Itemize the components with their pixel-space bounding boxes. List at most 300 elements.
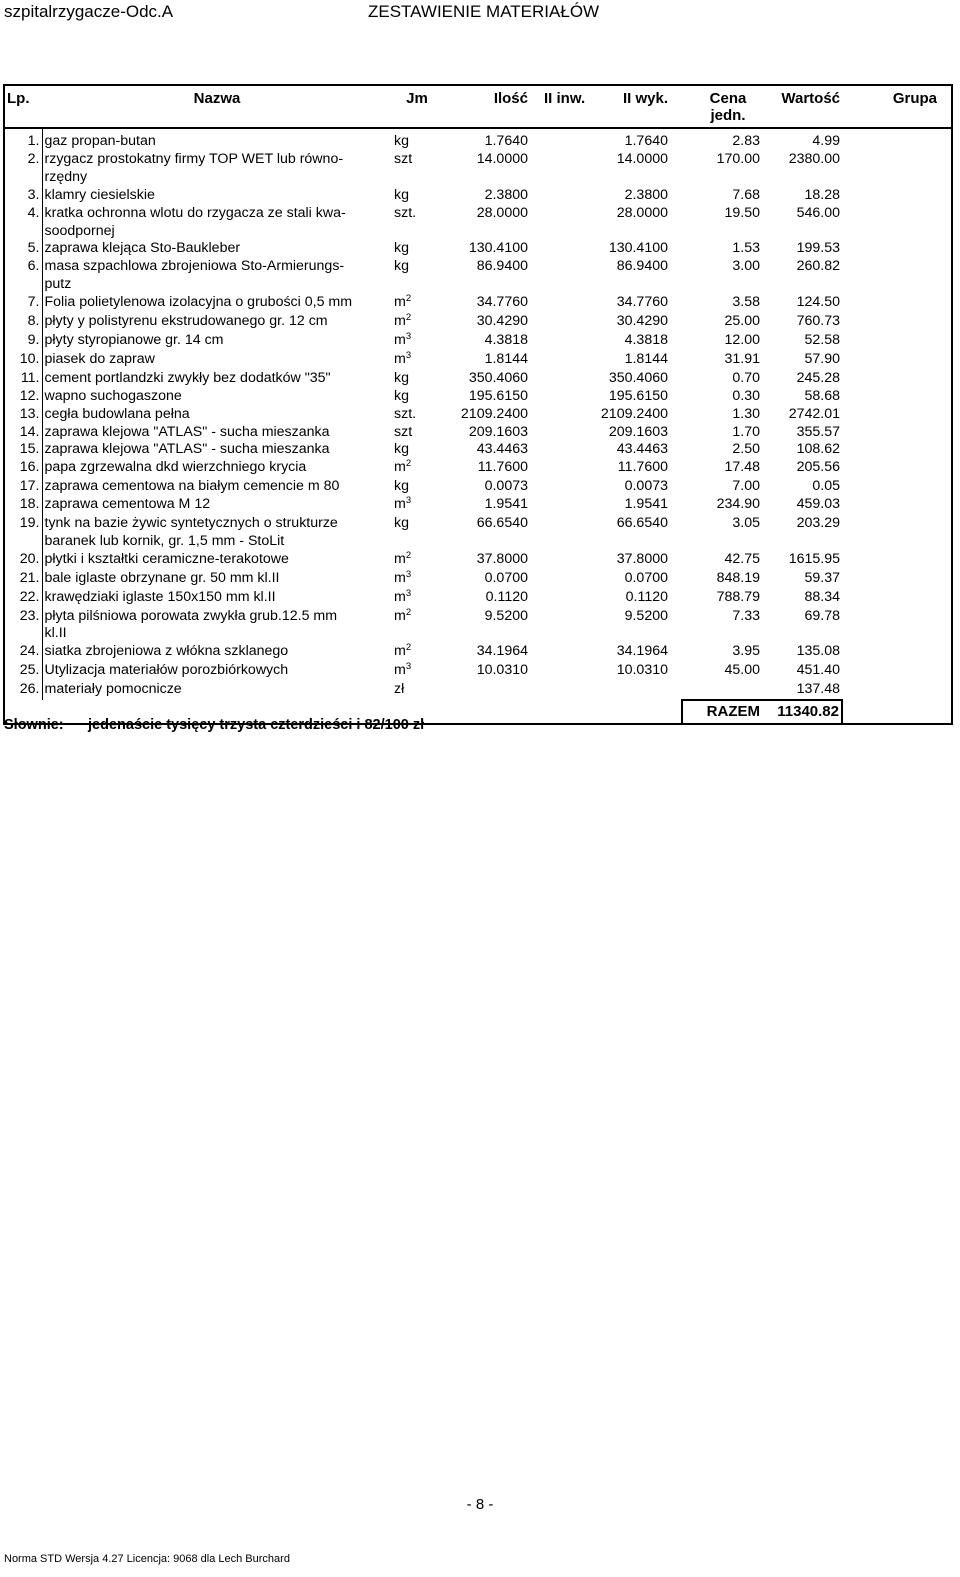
row-value: 137.48 bbox=[796, 681, 840, 698]
row-quantity: 43.4463 bbox=[476, 441, 528, 458]
row-wyk: 30.4290 bbox=[616, 313, 668, 330]
row-price bbox=[682, 681, 762, 700]
row-name bbox=[42, 570, 392, 589]
row-quantity: 209.1603 bbox=[468, 423, 528, 440]
row-quantity: 30.4290 bbox=[476, 313, 528, 330]
table-row bbox=[4, 589, 952, 608]
table-row bbox=[4, 608, 952, 644]
row-name-line1: klamry ciesielskie bbox=[44, 186, 155, 203]
row-value: 1615.95 bbox=[788, 550, 840, 567]
row-name bbox=[42, 662, 392, 681]
row-quantity: 9.5200 bbox=[484, 607, 528, 624]
row-unit-base: m bbox=[394, 643, 406, 660]
row-unit-base: kg bbox=[394, 478, 409, 495]
row-lp: 23. bbox=[4, 608, 42, 644]
row-unit-base: kg bbox=[394, 387, 409, 404]
row-unit bbox=[392, 332, 442, 351]
table-row bbox=[4, 128, 952, 151]
row-unit-base: m bbox=[394, 313, 406, 330]
row-price: 0.70 bbox=[732, 369, 760, 386]
row-name bbox=[42, 589, 392, 608]
row-wyk: 1.7640 bbox=[624, 133, 668, 149]
row-price: 788.79 bbox=[716, 588, 760, 605]
col-wartosc: Wartość bbox=[762, 85, 842, 128]
row-inw bbox=[542, 332, 582, 351]
row-unit-base: kg bbox=[394, 441, 409, 458]
row-value: 260.82 bbox=[796, 258, 840, 275]
row-unit-exponent: 3 bbox=[405, 495, 412, 507]
row-inw bbox=[542, 258, 582, 294]
row-inw bbox=[542, 608, 582, 644]
row-wyk: 1.8144 bbox=[624, 350, 668, 367]
row-name-line1: zaprawa klejowa "ATLAS" - sucha mieszanka bbox=[44, 441, 330, 458]
row-lp: 2. bbox=[4, 151, 42, 187]
row-unit-exponent: 3 bbox=[405, 349, 412, 361]
row-lp: 20. bbox=[4, 551, 42, 570]
row-quantity: 28.0000 bbox=[476, 204, 528, 221]
row-inw bbox=[542, 205, 582, 241]
row-name-line1: cement portlandzki zwykły bez dodatków "35" bbox=[44, 369, 331, 386]
row-unit bbox=[392, 608, 442, 644]
row-group bbox=[842, 240, 952, 258]
row-name bbox=[42, 332, 392, 351]
table-row bbox=[4, 351, 952, 370]
row-price: 848.19 bbox=[716, 569, 760, 586]
row-price: 17.48 bbox=[724, 459, 760, 476]
row-group bbox=[842, 441, 952, 459]
row-name-line1: płyty styropianowe gr. 14 cm bbox=[44, 331, 224, 348]
row-lp: 21. bbox=[4, 570, 42, 589]
total-label: RAZEM bbox=[682, 700, 762, 724]
row-inw bbox=[542, 240, 582, 258]
row-lp: 16. bbox=[4, 459, 42, 478]
row-unit bbox=[392, 128, 442, 151]
table-row bbox=[4, 187, 952, 205]
row-unit-base: kg bbox=[394, 240, 409, 257]
row-unit-exponent: 2 bbox=[405, 606, 412, 618]
row-group bbox=[842, 187, 952, 205]
table-row bbox=[4, 258, 952, 294]
row-value: 59.37 bbox=[804, 569, 840, 586]
row-lp: 13. bbox=[4, 406, 42, 424]
row-name-line1: piasek do zapraw bbox=[44, 350, 155, 367]
row-group bbox=[842, 608, 952, 644]
row-unit-base: m bbox=[394, 662, 406, 679]
row-unit bbox=[392, 643, 442, 662]
row-value: 451.40 bbox=[796, 662, 840, 679]
row-inw bbox=[542, 441, 582, 459]
col-nazwa: Nazwa bbox=[42, 85, 392, 128]
row-name bbox=[42, 294, 392, 313]
row-unit bbox=[392, 589, 442, 608]
row-wyk: 350.4060 bbox=[608, 369, 668, 386]
row-inw bbox=[542, 128, 582, 151]
row-unit bbox=[392, 570, 442, 589]
row-value: 0.05 bbox=[812, 478, 840, 495]
row-lp: 5. bbox=[4, 240, 42, 258]
row-unit bbox=[392, 496, 442, 515]
row-price: 3.95 bbox=[732, 643, 760, 660]
amount-in-words bbox=[4, 717, 424, 733]
footer-license: Norma STD Wersja 4.27 Licencja: 9068 dla Lech Burchard bbox=[4, 1553, 290, 1565]
row-quantity: 14.0000 bbox=[476, 150, 528, 167]
row-name-line1: Utylizacja materiałów porozbiórkowych bbox=[44, 662, 289, 679]
row-name-line1: zaprawa klejąca Sto-Baukleber bbox=[44, 240, 241, 257]
table-row bbox=[4, 294, 952, 313]
row-price: 12.00 bbox=[724, 331, 760, 348]
row-quantity bbox=[442, 681, 542, 700]
col-ilosc: Ilość bbox=[442, 85, 542, 128]
table-row bbox=[4, 551, 952, 570]
row-name-line1: Folia polietylenowa izolacyjna o grubości 0,5 mm bbox=[44, 294, 353, 311]
row-unit bbox=[392, 478, 442, 496]
row-value: 124.50 bbox=[796, 294, 840, 311]
row-group bbox=[842, 662, 952, 681]
row-value: 58.68 bbox=[804, 387, 840, 404]
row-inw bbox=[542, 681, 582, 700]
row-price: 19.50 bbox=[724, 204, 760, 221]
row-price: 45.00 bbox=[724, 662, 760, 679]
table-row bbox=[4, 205, 952, 241]
row-lp: 18. bbox=[4, 496, 42, 515]
row-group bbox=[842, 258, 952, 294]
row-unit bbox=[392, 424, 442, 442]
table-row bbox=[4, 240, 952, 258]
row-name-line1: wapno suchogaszone bbox=[44, 387, 182, 404]
row-price: 170.00 bbox=[716, 150, 760, 167]
table-row bbox=[4, 570, 952, 589]
row-name-line1: płyty y polistyrenu ekstrudowanego gr. 12 cm bbox=[44, 313, 328, 330]
row-unit-exponent: 2 bbox=[405, 458, 412, 470]
row-unit bbox=[392, 370, 442, 388]
row-inw bbox=[542, 424, 582, 442]
row-group bbox=[842, 294, 952, 313]
row-value: 108.62 bbox=[796, 441, 840, 458]
row-quantity: 0.0073 bbox=[484, 478, 528, 495]
table-row bbox=[4, 370, 952, 388]
row-lp: 4. bbox=[4, 205, 42, 241]
row-name-line1: zaprawa cementowa M 12 bbox=[44, 496, 211, 513]
row-value: 203.29 bbox=[796, 515, 840, 532]
row-quantity: 37.8000 bbox=[476, 550, 528, 567]
row-group bbox=[842, 351, 952, 370]
row-name-line1: materiały pomocnicze bbox=[44, 681, 182, 698]
row-value: 546.00 bbox=[796, 204, 840, 221]
row-unit-base: szt bbox=[394, 150, 413, 167]
row-name-line1: rzygacz prostokatny firmy TOP WET lub równo- bbox=[44, 150, 344, 167]
row-name-line1: kratka ochronna wlotu do rzygacza ze stali kwa- bbox=[44, 204, 346, 221]
row-name-line2: rzędny bbox=[44, 168, 88, 185]
row-lp: 17. bbox=[4, 478, 42, 496]
row-inw bbox=[542, 551, 582, 570]
row-wyk: 0.0073 bbox=[624, 478, 668, 495]
row-name bbox=[42, 515, 392, 551]
row-name bbox=[42, 424, 392, 442]
row-unit bbox=[392, 515, 442, 551]
row-group bbox=[842, 589, 952, 608]
row-group bbox=[842, 515, 952, 551]
row-unit-base: m bbox=[394, 496, 406, 513]
row-inw bbox=[542, 151, 582, 187]
row-unit-exponent: 3 bbox=[405, 661, 412, 673]
row-price: 7.33 bbox=[732, 607, 760, 624]
row-wyk: 209.1603 bbox=[608, 423, 668, 440]
row-inw bbox=[542, 570, 582, 589]
row-unit-base: m bbox=[394, 569, 406, 586]
row-unit-base: m bbox=[394, 294, 406, 311]
row-price: 2.83 bbox=[732, 133, 760, 149]
row-inw bbox=[542, 406, 582, 424]
row-quantity: 130.4100 bbox=[468, 240, 528, 257]
row-quantity: 2.3800 bbox=[484, 186, 528, 203]
row-wyk: 37.8000 bbox=[616, 550, 668, 567]
row-wyk: 2109.2400 bbox=[600, 405, 668, 422]
row-unit bbox=[392, 388, 442, 406]
row-lp: 12. bbox=[4, 388, 42, 406]
row-inw bbox=[542, 515, 582, 551]
row-quantity: 10.0310 bbox=[476, 662, 528, 679]
row-name bbox=[42, 478, 392, 496]
row-inw bbox=[542, 294, 582, 313]
row-unit bbox=[392, 459, 442, 478]
row-quantity: 1.8144 bbox=[484, 350, 528, 367]
row-unit-base: szt bbox=[394, 423, 413, 440]
row-wyk: 130.4100 bbox=[608, 240, 668, 257]
row-unit-exponent: 2 bbox=[405, 293, 412, 305]
row-group bbox=[842, 128, 952, 151]
row-unit bbox=[392, 294, 442, 313]
row-inw bbox=[542, 459, 582, 478]
row-quantity: 1.7640 bbox=[484, 133, 528, 149]
row-name-line1: zaprawa klejowa "ATLAS" - sucha mieszanka bbox=[44, 423, 330, 440]
row-price: 25.00 bbox=[724, 313, 760, 330]
col-inw: II inw. bbox=[542, 85, 582, 128]
row-name bbox=[42, 205, 392, 241]
row-price: 2.50 bbox=[732, 441, 760, 458]
row-name bbox=[42, 258, 392, 294]
row-quantity: 66.6540 bbox=[476, 515, 528, 532]
row-unit bbox=[392, 313, 442, 332]
file-name: szpitalrzygacze-Odc.A bbox=[4, 2, 174, 21]
total-value: 11340.82 bbox=[762, 700, 842, 724]
table-row bbox=[4, 643, 952, 662]
row-price: 42.75 bbox=[724, 550, 760, 567]
row-name bbox=[42, 608, 392, 644]
row-lp: 6. bbox=[4, 258, 42, 294]
row-price: 234.90 bbox=[716, 496, 760, 513]
row-name bbox=[42, 441, 392, 459]
total-group bbox=[842, 700, 952, 724]
row-group bbox=[842, 406, 952, 424]
table-row bbox=[4, 681, 952, 700]
row-lp: 15. bbox=[4, 441, 42, 459]
row-unit-base: m bbox=[394, 588, 406, 605]
row-name-line1: tynk na bazie żywic syntetycznych o strukturze bbox=[44, 515, 338, 532]
row-inw bbox=[542, 187, 582, 205]
row-lp: 19. bbox=[4, 515, 42, 551]
row-name-line1: papa zgrzewalna dkd wierzchniego krycia bbox=[44, 459, 307, 476]
row-price: 3.00 bbox=[732, 258, 760, 275]
row-price: 0.30 bbox=[732, 387, 760, 404]
row-quantity: 2109.2400 bbox=[460, 405, 528, 422]
row-price: 1.30 bbox=[732, 405, 760, 422]
row-value: 205.56 bbox=[796, 459, 840, 476]
col-grupa: Grupa bbox=[842, 85, 952, 128]
materials-table bbox=[3, 84, 953, 725]
col-jm: Jm bbox=[392, 85, 442, 128]
row-name-line1: płyta pilśniowa porowata zwykła grub.12.5 mm bbox=[44, 607, 338, 624]
row-name bbox=[42, 459, 392, 478]
row-price: 7.00 bbox=[732, 478, 760, 495]
row-name-line2: putz bbox=[44, 276, 72, 293]
row-quantity: 4.3818 bbox=[484, 331, 528, 348]
row-name bbox=[42, 313, 392, 332]
row-inw bbox=[542, 351, 582, 370]
row-group bbox=[842, 459, 952, 478]
row-wyk: 43.4463 bbox=[616, 441, 668, 458]
row-unit bbox=[392, 351, 442, 370]
row-unit bbox=[392, 441, 442, 459]
row-wyk: 0.0700 bbox=[624, 569, 668, 586]
row-quantity: 0.0700 bbox=[484, 569, 528, 586]
row-quantity: 11.7600 bbox=[477, 459, 528, 476]
row-price: 31.91 bbox=[724, 350, 760, 367]
row-price: 7.68 bbox=[732, 186, 760, 203]
row-lp: 26. bbox=[4, 681, 42, 700]
row-inw bbox=[542, 370, 582, 388]
row-price: 1.53 bbox=[732, 240, 760, 257]
row-name-line2: soodpornej bbox=[44, 222, 115, 239]
row-quantity: 195.6150 bbox=[468, 387, 528, 404]
row-name bbox=[42, 643, 392, 662]
row-quantity: 34.1964 bbox=[476, 643, 528, 660]
row-name bbox=[42, 351, 392, 370]
row-wyk: 34.7760 bbox=[616, 294, 668, 311]
row-unit-base: m bbox=[394, 607, 406, 624]
row-inw bbox=[542, 643, 582, 662]
row-name-line1: cegła budowlana pełna bbox=[44, 405, 190, 422]
row-lp: 14. bbox=[4, 424, 42, 442]
row-unit-exponent: 3 bbox=[405, 330, 412, 342]
row-lp: 1. bbox=[4, 128, 42, 151]
table-row bbox=[4, 515, 952, 551]
row-quantity: 86.9400 bbox=[476, 258, 528, 275]
row-value: 88.34 bbox=[804, 588, 840, 605]
row-value: 52.58 bbox=[804, 331, 840, 348]
row-unit-exponent: 3 bbox=[405, 587, 412, 599]
row-name-line1: siatka zbrojeniowa z włókna szklanego bbox=[44, 643, 289, 660]
row-value: 245.28 bbox=[796, 369, 840, 386]
table-row bbox=[4, 388, 952, 406]
row-name bbox=[42, 187, 392, 205]
row-quantity: 350.4060 bbox=[468, 369, 528, 386]
row-name-line1: bale iglaste obrzynane gr. 50 mm kl.II bbox=[44, 569, 280, 586]
table-row bbox=[4, 332, 952, 351]
row-inw bbox=[542, 388, 582, 406]
document-title: ZESTAWIENIE MATERIAŁÓW bbox=[368, 2, 600, 21]
row-unit-base: zł bbox=[394, 681, 405, 698]
page-number: - 8 - bbox=[466, 1496, 494, 1513]
row-quantity: 34.7760 bbox=[476, 294, 528, 311]
row-lp: 24. bbox=[4, 643, 42, 662]
table-row bbox=[4, 441, 952, 459]
row-name bbox=[42, 151, 392, 187]
row-name bbox=[42, 681, 392, 700]
row-group bbox=[842, 205, 952, 241]
table-row bbox=[4, 459, 952, 478]
row-lp: 10. bbox=[4, 351, 42, 370]
row-unit-base: m bbox=[394, 350, 406, 367]
row-group bbox=[842, 496, 952, 515]
row-group bbox=[842, 313, 952, 332]
row-wyk: 28.0000 bbox=[616, 204, 668, 221]
row-group bbox=[842, 478, 952, 496]
row-unit-base: m bbox=[394, 550, 406, 567]
row-value: 69.78 bbox=[804, 607, 840, 624]
row-name-line1: krawędziaki iglaste 150x150 mm kl.II bbox=[44, 588, 276, 605]
row-group bbox=[842, 332, 952, 351]
row-unit bbox=[392, 681, 442, 700]
row-lp: 3. bbox=[4, 187, 42, 205]
row-name bbox=[42, 388, 392, 406]
row-inw bbox=[542, 662, 582, 681]
row-inw bbox=[542, 478, 582, 496]
row-name-line1: zaprawa cementowa na białym cemencie m 80 bbox=[44, 478, 340, 495]
row-wyk: 34.1964 bbox=[616, 643, 668, 660]
row-unit-exponent: 2 bbox=[405, 549, 412, 561]
row-unit-base: m bbox=[394, 331, 406, 348]
table-body bbox=[4, 128, 952, 724]
row-wyk: 1.9541 bbox=[624, 496, 668, 513]
row-value: 135.08 bbox=[796, 643, 840, 660]
row-name-line1: gaz propan-butan bbox=[44, 133, 156, 149]
row-name bbox=[42, 496, 392, 515]
row-lp: 11. bbox=[4, 370, 42, 388]
row-name bbox=[42, 370, 392, 388]
total-spacer bbox=[542, 700, 582, 724]
row-wyk: 0.1120 bbox=[625, 588, 668, 605]
row-value: 760.73 bbox=[796, 313, 840, 330]
row-name bbox=[42, 240, 392, 258]
row-wyk bbox=[582, 681, 682, 700]
row-name-line1: płytki i kształtki ceramiczne-terakotowe bbox=[44, 550, 289, 567]
row-unit-exponent: 3 bbox=[405, 568, 412, 580]
table-row bbox=[4, 406, 952, 424]
row-unit-base: szt. bbox=[394, 405, 417, 422]
row-group bbox=[842, 151, 952, 187]
row-unit bbox=[392, 258, 442, 294]
table-row bbox=[4, 496, 952, 515]
row-group bbox=[842, 370, 952, 388]
row-value: 18.28 bbox=[804, 186, 840, 203]
row-wyk: 11.7600 bbox=[617, 459, 668, 476]
row-lp: 9. bbox=[4, 332, 42, 351]
words-text: jedenaście tysięcy trzysta czterdzieści i 82/100 zł bbox=[88, 717, 425, 733]
row-inw bbox=[542, 496, 582, 515]
table-row bbox=[4, 313, 952, 332]
row-group bbox=[842, 424, 952, 442]
row-value: 2380.00 bbox=[788, 150, 840, 167]
row-price: 1.70 bbox=[732, 423, 760, 440]
row-unit-base: kg bbox=[394, 369, 409, 386]
row-unit bbox=[392, 151, 442, 187]
row-wyk: 86.9400 bbox=[616, 258, 668, 275]
row-lp: 22. bbox=[4, 589, 42, 608]
table-row bbox=[4, 662, 952, 681]
row-name-line2: baranek lub kornik, gr. 1,5 mm - StoLit bbox=[44, 532, 285, 549]
row-wyk: 4.3818 bbox=[624, 331, 668, 348]
row-wyk: 10.0310 bbox=[616, 662, 668, 679]
